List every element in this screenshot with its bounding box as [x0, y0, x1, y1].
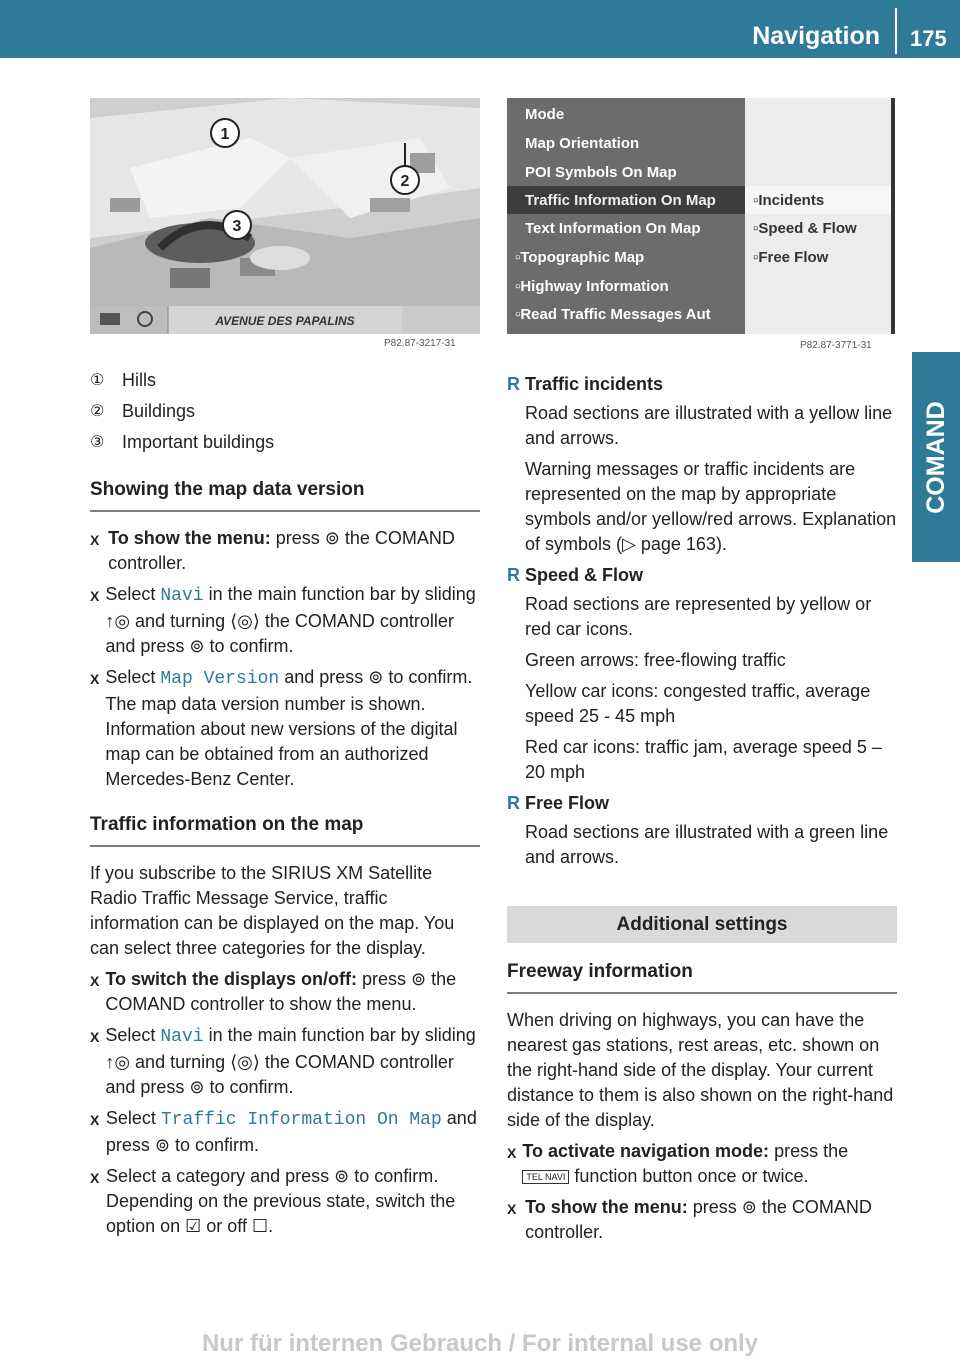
- side-tab-label: COMAND: [921, 400, 950, 514]
- menu-option-free-flow[interactable]: ▫Free Flow: [753, 249, 829, 266]
- step: X Select a category and press ⊚ to confirm. Depending on the previous state, switch the option on ☑ or off ☐.: [90, 1166, 456, 1236]
- category-free-flow: R Free Flow Road sections are illustrated with a green line and arrows.: [507, 793, 889, 867]
- step: X Select Traffic Information On Map and press ⊚ to confirm.: [90, 1108, 477, 1155]
- map-figure-caption: P82.87-3217-31: [384, 338, 456, 349]
- step: X To show the menu: press ⊚ the COMAND controller.: [90, 528, 455, 573]
- menu-item-read-traffic[interactable]: ▫Read Traffic Messages Aut: [515, 306, 711, 323]
- menu-item-traffic-info[interactable]: Traffic Information On Map: [525, 192, 716, 209]
- section-title-freeway: Freeway information: [507, 959, 897, 994]
- menu-item-highway[interactable]: ▫Highway Information: [515, 278, 669, 295]
- legend-item: ② Buildings: [90, 401, 196, 421]
- additional-settings-heading: Additional settings: [507, 906, 897, 943]
- right-column: [507, 372, 897, 1251]
- legend-item: ③ Important buildings: [90, 432, 275, 452]
- menu-edge: [891, 98, 895, 334]
- section-title-map-version: Showing the map data version: [90, 477, 480, 512]
- map-street-label: AVENUE DES PAPALINS: [215, 314, 355, 328]
- chapter-title: Navigation: [752, 22, 880, 50]
- menu-figure-caption: P82.87-3771-31: [800, 340, 872, 351]
- legend-item: ① Hills: [90, 370, 156, 390]
- menu-option-speed-flow[interactable]: ▫Speed & Flow: [753, 220, 857, 237]
- step: X To switch the displays on/off: press ⊚ the COMAND controller to show the menu.: [90, 969, 457, 1014]
- callout-2: 2: [400, 173, 410, 190]
- step: X Select Navi in the main function bar by sliding ↑◎ and turning ⟨◎⟩ the COMAND controller and press ⊚ to confirm.: [90, 584, 476, 656]
- tel-navi-button-icon: TEL NAVI: [522, 1170, 569, 1184]
- callout-1: 1: [220, 126, 230, 143]
- menu-item-mode[interactable]: Mode: [525, 106, 565, 123]
- menu-item-text-info[interactable]: Text Information On Map: [525, 220, 701, 237]
- category-incidents: R Traffic incidents Road sections are illustrated with a yellow line and arrows. Warning messages or traffic incidents are represented on the map by appropriate symbols and/or yellow/red arrows. Explanation of symbols (▷ page 163).: [507, 374, 897, 554]
- menu-figure: [507, 98, 895, 334]
- menu-option-incidents[interactable]: ▫Incidents: [753, 192, 825, 209]
- map-illustration: [90, 98, 480, 334]
- menu-item-map-orientation[interactable]: Map Orientation: [525, 135, 640, 152]
- menu-item-poi-symbols[interactable]: POI Symbols On Map: [525, 164, 677, 181]
- section-title-traffic: Traffic information on the map: [90, 812, 480, 847]
- callout-3: 3: [232, 218, 242, 235]
- step: X Select Map Version and press ⊚ to confirm. The map data version number is shown. Information about new versions of the digital map can be obtained from an authorized Mercedes-Benz Center.: [90, 667, 473, 789]
- left-column: [90, 368, 480, 1245]
- step: X To activate navigation mode: press the TEL NAVI function button once or twice.: [507, 1141, 849, 1186]
- side-tab-label-wrap: [912, 352, 960, 562]
- footer-watermark: Nur für internen Gebrauch / For internal use only: [201, 1330, 759, 1357]
- menu-right-panel: [745, 98, 891, 334]
- map-figure: [90, 98, 480, 334]
- step: X Select Navi in the main function bar by sliding ↑◎ and turning ⟨◎⟩ the COMAND controller and press ⊚ to confirm.: [90, 1025, 476, 1097]
- category-speed-flow: R Speed & Flow Road sections are represented by yellow or red car icons. Green arrows: free-flowing traffic Yellow car icons: congested traffic, average speed 25 - 45 mph Red car icons: traffic jam, average speed 5 – 20 mph: [507, 565, 882, 782]
- page-number: 175: [910, 26, 947, 51]
- header-divider: [895, 8, 897, 54]
- step: X To show the menu: press ⊚ the COMAND controller.: [507, 1197, 872, 1242]
- freeway-intro: When driving on highways, you can have the nearest gas stations, rest areas, etc. shown on the right-hand side of the display. Your current distance to them is also shown on the right-hand side of the display.: [507, 1010, 894, 1130]
- traffic-intro: If you subscribe to the SIRIUS XM Satellite Radio Traffic Message Service, traffic information can be displayed on the map. You can select three categories for the display.: [90, 863, 455, 958]
- menu-item-topographic[interactable]: ▫Topographic Map: [515, 249, 645, 266]
- menu-left-panel: [507, 98, 745, 334]
